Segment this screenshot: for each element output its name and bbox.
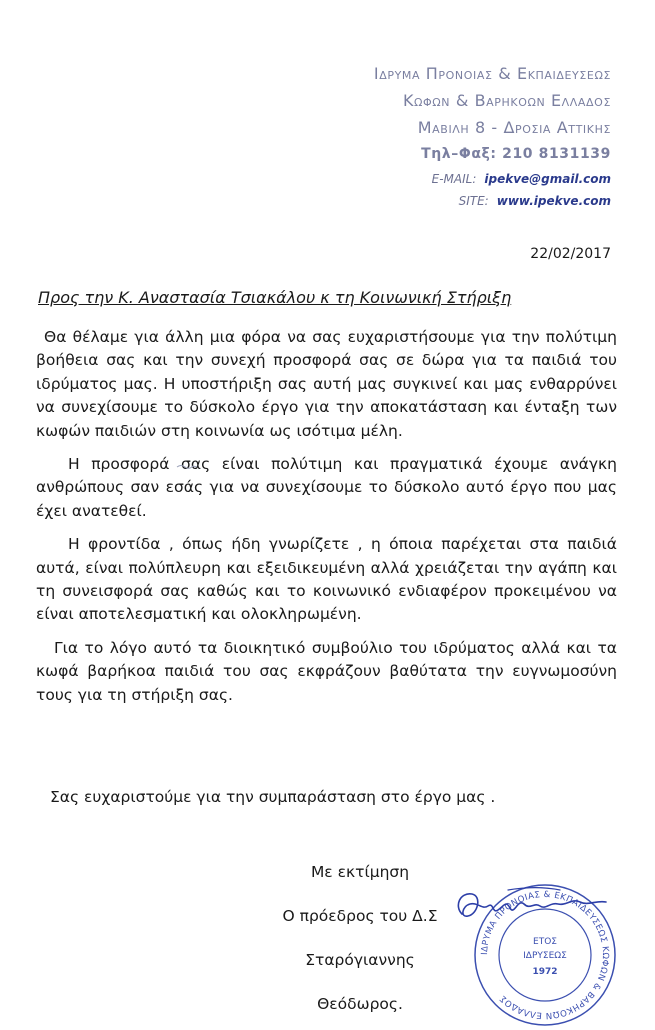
body-paragraph-1: Θα θέλαμε για άλλη μια φόρα να σας ευχαριστήσουμε για την πολύτιμη βοήθεια σας και την συνεχή προσφορά σας σε δώρα για τα παιδιά του ιδρύματος μας. Η υποστήριξη σας αυτή μας συγκινεί και μας ενθαρρύνει να συνεχίσουμε το δύσκολο έργο για την αποκατάσταση και ένταξη των κωφών παιδιών στη κοινωνία ως ισότιμα μέλη. [36, 328, 617, 440]
body-paragraph-4: Για το λόγο αυτό τα διοικητικό συμβούλιο του ιδρύματος αλλά και τα κωφά βαρήκοα παιδιά του σας εκφράζουν βαθύτατα την ευγνωμοσύνη τους για τη στήριξη σας. [36, 638, 617, 704]
email-value: ipekve@gmail.com [484, 172, 611, 186]
site-label: SITE: [458, 194, 489, 208]
seal-year-value: 1972 [532, 967, 558, 977]
seal-ring-text: ΙΔΡΥΜΑ ΠΡΟΝΟΙΑΣ & ΕΚΠΑΙΔΕΥΣΕΩΣ ΚΩΦΩΝ & ΒΑΡΗΚΟΩΝ ΕΛΛΑΔΟΣ [479, 889, 611, 1021]
organization-phone-fax: Τηλ–Φαξ: 210 8131139 [421, 146, 611, 162]
closing-line: Σας ευχαριστούμε για την συμπαράσταση στο έργο μας . [50, 788, 496, 806]
signoff-title: Ο πρόεδρος του Δ.Σ [282, 907, 438, 925]
letterhead [374, 60, 611, 212]
letter-body [36, 326, 617, 717]
organization-address: Μαβιλη 8 - Δροσια Αττικης [417, 118, 611, 137]
signoff-name: Σταρόγιαννης Θεόδωρος. [305, 951, 415, 1013]
signoff-block [260, 850, 460, 1026]
letter-date: 22/02/2017 [530, 246, 611, 262]
signoff-regards: Με εκτίμηση [310, 863, 410, 881]
organization-name-line1: Ιδρυμα Προνοιας & Εκπαιδευσεως [373, 64, 611, 83]
body-paragraph-2: Η προσφορά σας είναι πολύτιμη και πραγματικά έχουμε ανάγκη ανθρώπους σαν εσάς για να συνεχίσουμε το δύσκολο αυτό έργο που μας έχει ανατεθεί. [36, 455, 617, 520]
pen-mark [176, 462, 198, 470]
handwritten-signature [448, 884, 618, 930]
site-value: www.ipekve.com [496, 194, 611, 208]
email-label: E-MAIL: [431, 172, 477, 186]
organization-email-row [374, 168, 611, 190]
organization-name-line2: Κωφων & Βαρηκοων Ελλαδος [402, 91, 611, 110]
seal-year-label: ΕΤΟΣ [533, 937, 557, 947]
organization-site-row [374, 190, 611, 212]
body-paragraph-3: Η φροντίδα , όπως ήδη γνωρίζετε , η όποια παρέχεται στα παιδιά αυτά, είναι πολύπλευρη και εξειδικευμένη αλλά χρειάζεται την αγάπη και τη συνεισφορά σας καθώς και το κοινωνικό ενδιαφέρον προκειμένου να είναι αποτελεσματική και ολοκληρωμένη. [36, 535, 617, 624]
recipient-line: Προς την Κ. Αναστασία Τσιακάλου κ τη Κοινωνική Στήριξη [38, 288, 512, 307]
seal-founding-label: ΙΔΡΥΣΕΩΣ [523, 951, 567, 961]
